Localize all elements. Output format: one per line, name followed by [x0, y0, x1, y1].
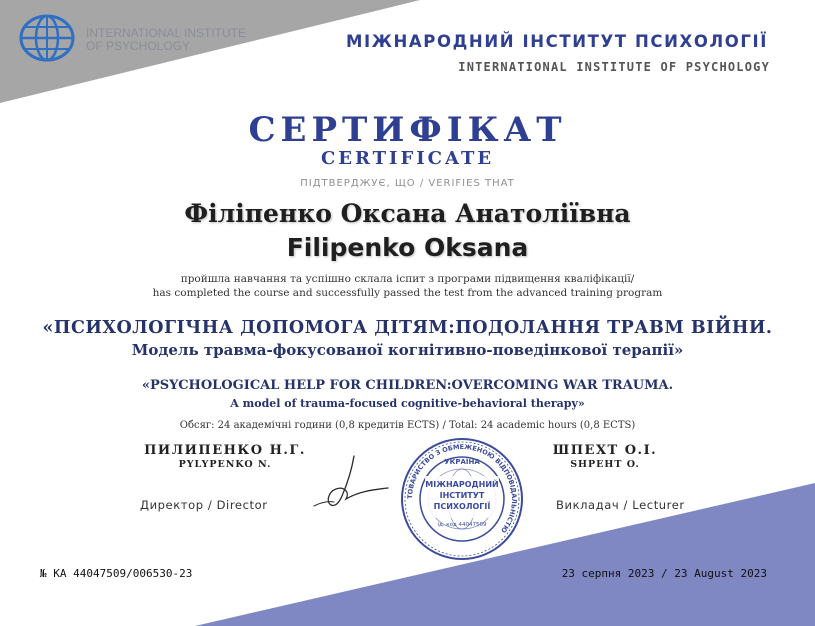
lecturer-name-en: SHPEHT O. — [570, 459, 640, 470]
stamp-ring-text: ТОВАРИСТВО З ОБМЕЖЕНОЮ ВІДПОВІДАЛЬНІСТЮ — [405, 442, 519, 535]
certificate-number: № КА 44047509/006530-23 — [40, 567, 193, 580]
director-name-en: PYLYPENKO N. — [178, 459, 272, 470]
verifies-text: ПІДТВЕРДЖУЄ, ЩО / VERIFIES THAT — [300, 178, 515, 189]
logo-line-2: OF PSYCHOLOGY — [86, 39, 191, 53]
stamp-code-text: ід. код 44047509 — [437, 522, 487, 528]
program-title-ua-line-1: «ПСИХОЛОГІЧНА ДОПОМОГА ДІТЯМ:ПОДОЛАННЯ ТРАВМ ВІЙНИ. — [42, 318, 773, 338]
institute-name-en: INTERNATIONAL INSTITUTE OF PSYCHOLOGY — [458, 60, 770, 74]
institute-name-ua: МІЖНАРОДНИЙ ІНСТИТУТ ПСИХОЛОГІЇ — [345, 32, 768, 51]
director-signature-icon — [308, 452, 393, 512]
completion-statement-ua: пройшла навчання та успішно склала іспит з програми підвищення кваліфікації/ — [180, 273, 635, 285]
program-title-ua-line-2: Модель травма-фокусованої когнітивно-поведінкової терапії» — [131, 341, 684, 359]
certificate-title-ua: СЕРТИФІКАТ — [248, 110, 567, 150]
globe-logo-icon — [16, 13, 78, 63]
program-title-en-line-2: A model of trauma-focused cognitive-behavioral therapy» — [230, 397, 585, 410]
institute-stamp-icon — [399, 436, 525, 562]
director-name-ua: ПИЛИПЕНКО Н.Г. — [144, 443, 306, 458]
stamp-center-line-1: МІЖНАРОДНИЙ — [425, 480, 499, 489]
recipient-name-en: Filipenko Oksana — [286, 233, 529, 262]
director-role: Директор / Director — [140, 498, 268, 512]
lecturer-role: Викладач / Lecturer — [556, 498, 685, 512]
logo-text — [86, 27, 246, 53]
recipient-name-ua: Філіпенко Оксана Анатоліївна — [184, 199, 631, 228]
stamp-center-line-2: ІНСТИТУТ — [439, 491, 485, 500]
completion-statement-en: has completed the course and successfully passed the test from the advanced training program — [152, 287, 663, 299]
stamp-top-text: УКРАЇНА — [444, 458, 480, 466]
logo-line-1: INTERNATIONAL INSTITUTE — [86, 26, 247, 40]
course-volume: Обсяг: 24 академічні години (0,8 кредитів ECTS) / Total: 24 academic hours (0,8 ECTS) — [179, 420, 636, 431]
stamp-center-line-3: ПСИХОЛОГІЇ — [433, 502, 491, 511]
lecturer-name-ua: ШПЕХТ О.І. — [552, 443, 658, 458]
certificate-title-en: CERTIFICATE — [320, 148, 495, 169]
completion-statement — [0, 272, 815, 300]
program-title-en-line-1: «PSYCHOLOGICAL HELP FOR CHILDREN:OVERCOMING WAR TRAUMA. — [141, 378, 674, 393]
certificate-date: 23 серпня 2023 / 23 August 2023 — [561, 567, 767, 580]
